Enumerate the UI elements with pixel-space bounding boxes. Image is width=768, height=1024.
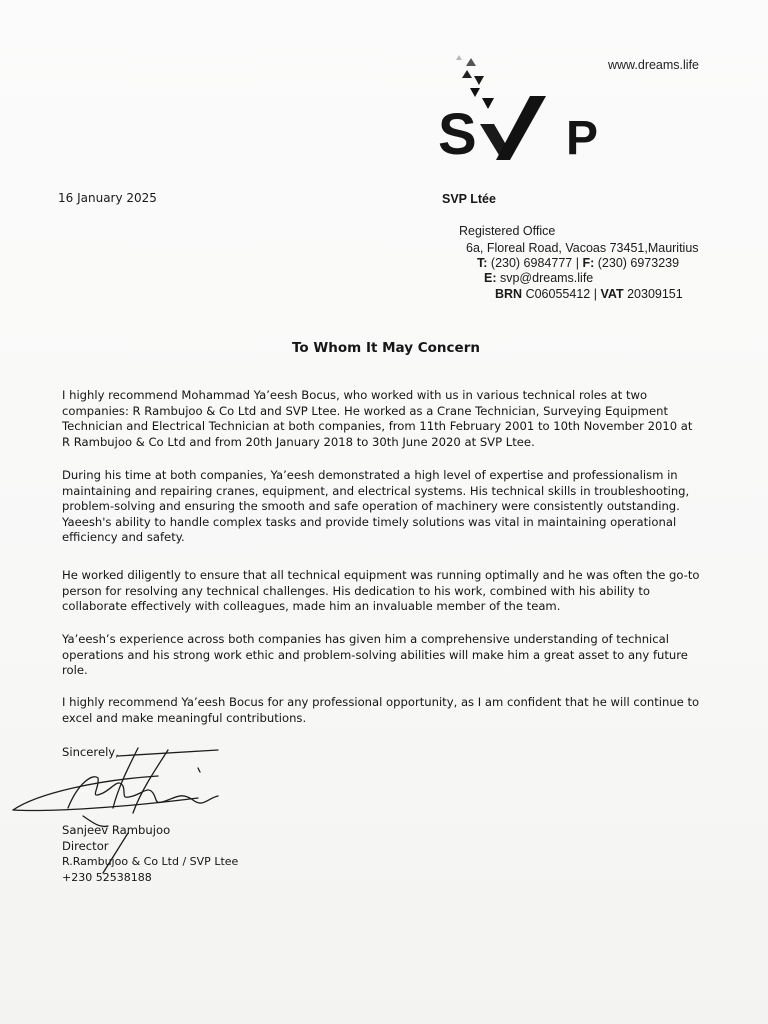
paragraph-diligence: He worked diligently to ensure that all technical equipment was running optimally and he was often the go-to person for resolving any technical challenges. His dedication to his work, combined with his ability to collaborate effectively with colleagues, made him an invaluable member of the team. <box>62 568 700 614</box>
separator: | <box>575 256 579 270</box>
company-address: 6a, Floreal Road, Vacoas 73451,Mauritius <box>466 241 699 255</box>
fax-number: (230) 6973239 <box>597 256 680 270</box>
email-label: E: <box>484 271 497 285</box>
company-email: svp@dreams.life <box>499 271 594 285</box>
svp-logo-icon <box>436 52 616 170</box>
separator: | <box>593 287 597 301</box>
signatory-name: Sanjeev Rambujoo <box>62 823 171 837</box>
company-phone-fax <box>477 256 679 270</box>
paragraph-experience: Ya’eesh’s experience across both companies has given him a comprehensive understanding of technical operations and his strong work ethic and problem-solving abilities will make him a great asset to any future role. <box>62 632 688 678</box>
svg-text:S: S <box>438 102 477 167</box>
paragraph-intro: I highly recommend Mohammad Ya’eesh Bocus, who worked with us in various technical roles at two companies: R Rambujoo & Co Ltd and SVP Ltee. He worked as a Crane Technician, Surveying Equipment Technician and Electrical Technician at both companies, from 11th February 2001 to 10th November 2010 at R Rambujoo & Co Ltd and from 20th January 2018 to 30th June 2020 at SVP Ltee. <box>62 388 693 449</box>
fax-label: F: <box>582 256 595 270</box>
signatory-organisation: R.Rambujoo & Co Ltd / SVP Ltee <box>62 855 239 868</box>
tel-label: T: <box>477 256 488 270</box>
brn-number: C06055412 <box>525 287 591 301</box>
letter-date: 16 January 2025 <box>58 191 157 205</box>
company-registration <box>495 287 683 301</box>
website-url: www.dreams.life <box>608 58 699 72</box>
tel-number: (230) 6984777 <box>490 256 573 270</box>
closing-salutation: Sincerely, <box>62 745 119 759</box>
paragraph-expertise: During his time at both companies, Ya’eesh demonstrated a high level of expertise and professionalism in maintaining and repairing cranes, equipment, and electrical systems. His technical skills in troubleshooting, problem-solving and ensuring the smooth and safe operation of machinery were consistently outstanding. Yaeesh's ability to handle complex tasks and provide timely solutions was vital in maintaining operational efficiency and safety. <box>62 468 690 545</box>
brn-label: BRN <box>495 287 523 301</box>
letter-heading: To Whom It May Concern <box>292 340 480 356</box>
vat-number: 20309151 <box>627 287 683 301</box>
svg-text:P: P <box>566 112 599 165</box>
registered-office-label: Registered Office <box>459 224 556 238</box>
signatory-phone: +230 52538188 <box>62 871 152 884</box>
company-name: SVP Ltée <box>442 192 496 206</box>
company-email-row <box>484 271 593 285</box>
paragraph-recommendation: I highly recommend Ya’eesh Bocus for any professional opportunity, as I am confident that he will continue to excel and make meaningful contributions. <box>62 695 700 725</box>
signatory-title: Director <box>62 839 109 853</box>
vat-label: VAT <box>600 287 624 301</box>
